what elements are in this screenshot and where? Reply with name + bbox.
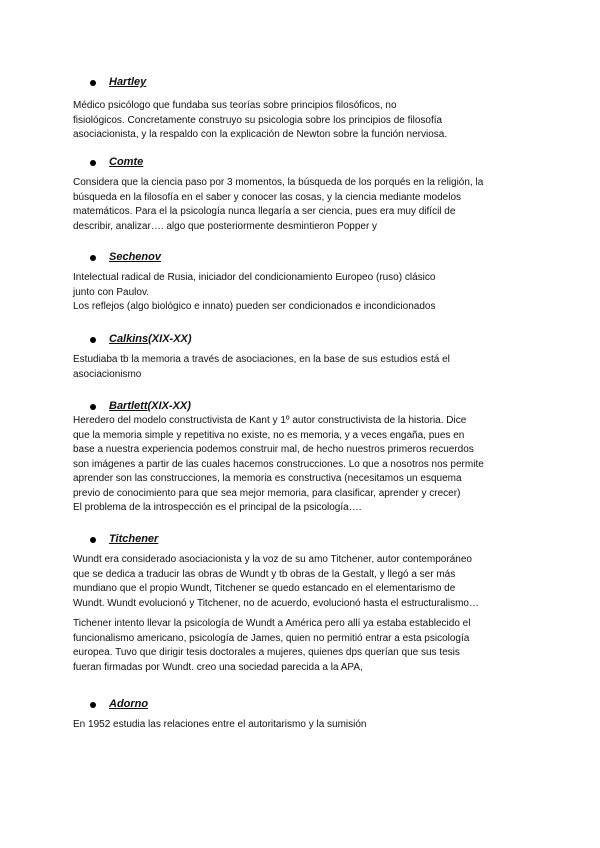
section-heading [0, 697, 600, 715]
section-body [73, 718, 533, 733]
bullet-icon [90, 702, 96, 708]
text-line: funcionalismo americano, psicología de James, quien no permitió entrar a esta psicología [73, 632, 470, 644]
section-titchener [0, 532, 600, 675]
section-calkins [0, 332, 600, 382]
bullet-icon [90, 80, 96, 86]
section-heading [0, 399, 600, 417]
text-line: búsqueda en la filosofía en el saber y conocer las cosas, y la ciencia mediante modelos [73, 191, 462, 203]
text-line: El problema de la introspección es el principal de la psicología…. [73, 502, 362, 513]
text-line: que se dedica a traducir las obras de Wundt y tb obras de la Gestalt, y llegó a ser más [73, 568, 456, 580]
text-line: Wundt era considerado asociacionista y la voz de su amo Titchener, autor contemporáneo [73, 554, 472, 565]
section-body [73, 553, 533, 611]
text-line: junto con Paulov. [73, 286, 149, 298]
text-line: Heredero del modelo constructivista de Kant y 1º autor constructivista de la historia. Dice [73, 415, 467, 426]
text-line: Médico psicólogo que fundaba sus teorías sobre principios filosóficos, no [73, 100, 397, 111]
text-line: Estudiaba tb la memoria a través de asociaciones, en la base de sus estudios está el [73, 354, 450, 365]
text-line: aprender son las construcciones, la memoria es constructiva (necesitamos un esquema [73, 473, 462, 484]
section-adorno [0, 697, 600, 733]
section-bartlett [0, 399, 600, 516]
text-line: En 1952 estudia las relaciones entre el autoritarismo y la sumisión [73, 719, 367, 730]
text-line: son imágenes a partir de las cuales hacemos construcciones. Lo que a nosotros nos permite [73, 458, 484, 470]
section-sechenov [0, 250, 600, 315]
heading-name: Bartlett [109, 400, 148, 412]
text-line: mundiano que el propio Wundt, Titchener se quedo estancado en el elementarismo de [73, 583, 456, 594]
text-line: base a nuestra experiencia podemos construir mal, de hecho nuestros primeros recuerdos [73, 444, 474, 455]
section-heading [0, 250, 600, 268]
heading-suffix: (XIX-XX) [148, 333, 192, 345]
section-heading [0, 155, 600, 173]
heading-name: Comte [109, 156, 144, 168]
text-line: fisiológicos. Concretamente construyo su psicologia sobre los principios de filosofía [73, 114, 443, 126]
text-line: Wundt. Wundt evolucionó y Titchener, no de acuerdo, evolucionó hasta el estructuralismo… [73, 597, 479, 609]
bullet-icon [90, 337, 96, 343]
text-line: Tichener intento llevar la psicología de Wundt a América pero allí ya estaba establecido el [73, 618, 471, 629]
bullet-icon [90, 537, 96, 543]
text-line: matemáticos. Para el la psicología nunca llegaría a ser ciencia, pues era muy difícil de [73, 206, 456, 217]
section-hartley [0, 75, 600, 143]
section-heading [0, 332, 600, 350]
section-body [73, 414, 533, 516]
heading-name: Sechenov [109, 251, 161, 263]
text-line: Considera que la ciencia paso por 3 momentos, la búsqueda de los porqués en la religión, la [73, 177, 484, 188]
heading-name: Hartley [109, 76, 147, 88]
text-line: describir, analizar…. algo que posteriormente desmintieron Popper y [73, 220, 378, 232]
text-line: asociacionismo [73, 368, 142, 380]
text-line: Los reflejos (algo biológico e innato) pueden ser condicionados e incondicionados [73, 301, 436, 312]
section-body [73, 617, 533, 675]
bullet-icon [90, 404, 96, 410]
text-line: europea. Tuvo que dirigir tesis doctorales a mujeres, quienes dps querían que sus tesis [73, 647, 460, 658]
bullet-icon [90, 255, 96, 261]
heading-name: Titchener [109, 533, 159, 545]
bullet-icon [90, 160, 96, 166]
section-body [73, 99, 533, 143]
text-line: previo de conocimiento para que sea mejor memoria, para clasificar, aprender y crecer) [73, 487, 461, 499]
text-line: fueran firmadas por Wundt. creo una sociedad parecida a la APA, [73, 661, 363, 673]
section-heading [0, 75, 600, 93]
section-body [73, 271, 533, 315]
text-line: asociacionista, y la respaldo con la explicación de Newton sobre la función nerviosa. [73, 129, 448, 140]
section-body [73, 176, 533, 234]
text-line: que la memoria simple y repetitiva no existe, no es memoria, y a veces engaña, pues en [73, 429, 465, 441]
heading-name: Adorno [109, 698, 149, 710]
heading-name: Calkins [109, 333, 149, 345]
heading-suffix: (XIX-XX) [147, 400, 191, 412]
section-heading [0, 532, 600, 550]
section-body [73, 353, 533, 382]
text-line: Intelectual radical de Rusia, iniciador del condicionamiento Europeo (ruso) clásico [73, 272, 436, 283]
section-comte [0, 155, 600, 234]
